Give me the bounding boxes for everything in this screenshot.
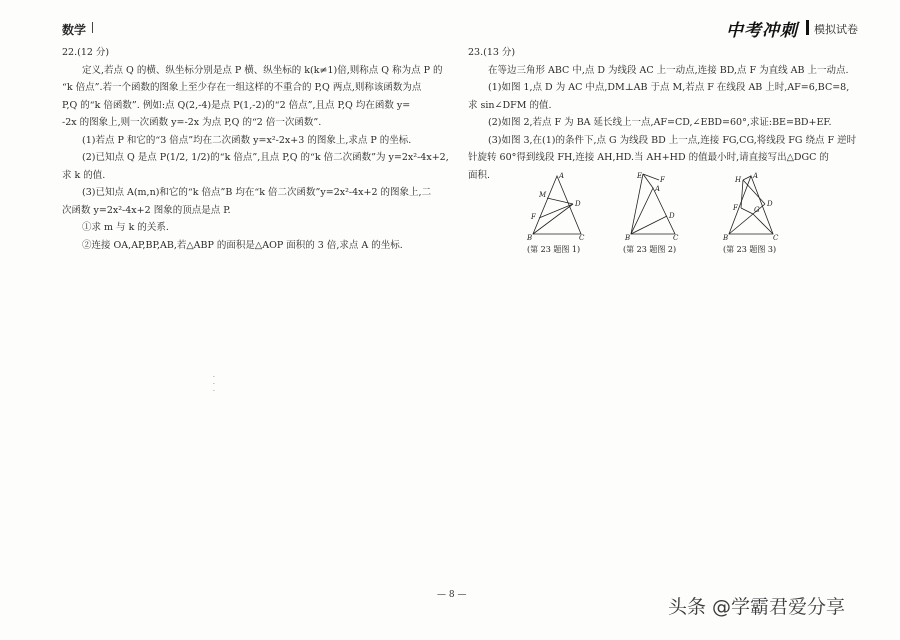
question-23 bbox=[468, 44, 857, 184]
header-divider bbox=[92, 22, 93, 33]
subject-label: 数学 bbox=[62, 23, 87, 37]
q22-line: -2x 的图象上,则一次函数 y=-2x 为点 P,Q 的“2 倍一次函数”. bbox=[62, 117, 322, 128]
fig2-label-D: D bbox=[669, 212, 675, 220]
fig1-label-D: D bbox=[575, 200, 581, 208]
figure-1-diagram bbox=[525, 170, 585, 242]
figure-3-diagram bbox=[721, 170, 785, 242]
q22-part-3: (3)已知点 A(m,n)和它的“k 倍点”B 均在“k 倍二次函数”y=2x²-4x+2 的图象上,二 bbox=[82, 187, 432, 198]
fig2-label-F: F bbox=[660, 176, 665, 184]
fig3-label-F: F bbox=[733, 204, 738, 212]
fig3-label-D: D bbox=[767, 200, 773, 208]
fig1-label-F: F bbox=[531, 213, 536, 221]
figure-1-caption: (第 23 题图 1) bbox=[527, 245, 581, 254]
figure-2-caption: (第 23 题图 2) bbox=[623, 245, 677, 254]
fig2-label-B: B bbox=[625, 234, 631, 242]
fig3-label-B: B bbox=[723, 234, 729, 242]
q23-part-1: (1)如图 1,点 D 为 AC 中点,DM⊥AB 于点 M,若点 F 在线段 AB 上时,AF=6,BC=8, bbox=[488, 82, 850, 93]
figure-3-caption: (第 23 题图 3) bbox=[723, 245, 777, 254]
q23-part-2: (2)如图 2,若点 F 为 BA 延长线上一点,AF=CD,∠EBD=60°,求证:BE=BD+EF. bbox=[488, 117, 832, 128]
q22-sub-1: ①求 m 与 k 的关系. bbox=[82, 222, 169, 233]
q23-line: 在等边三角形 ABC 中,点 D 为线段 AC 上一动点,连接 BD,点 F 为直线 AB 上一动点. bbox=[488, 64, 849, 76]
q23-figures bbox=[525, 170, 825, 260]
q22-line: “k 倍点”.若一个函数的图象上至少存在一组这样的不重合的 P,Q 两点,则称该函数为点 bbox=[62, 82, 422, 93]
q22-title: 22.(12 分) bbox=[62, 47, 110, 58]
q23-part-3: (3)如图 3,在(1)的条件下,点 G 为线段 BD 上一点,连接 FG,CG,将线段 FG 绕点 F 逆时 bbox=[488, 134, 857, 146]
q22-line: 次函数 y=2x²-4x+2 图象的顶点是点 P. bbox=[62, 204, 231, 216]
fig3-label-A: A bbox=[753, 172, 759, 180]
q23-line: 面积. bbox=[468, 169, 491, 181]
q22-part-1: (1)若点 P 和它的“3 倍点”均在二次函数 y=x²-2x+3 的图象上,求点 P 的坐标. bbox=[82, 134, 412, 146]
q22-part-2: (2)已知点 Q 是点 P(1/2, 1/2)的“k 倍点”,且点 P,Q 的“k 倍二次函数”为 y=2x²-4x+2, bbox=[82, 152, 449, 163]
fig3-label-C: C bbox=[773, 234, 779, 242]
fig2-label-E: E bbox=[637, 172, 643, 180]
brand-logo: 中考冲刺 bbox=[726, 21, 798, 41]
brand-divider bbox=[806, 20, 809, 35]
scan-marks: · · · bbox=[213, 374, 215, 395]
fig3-label-G: G bbox=[754, 206, 760, 214]
fig3-label-H: H bbox=[735, 176, 742, 184]
question-22 bbox=[62, 44, 447, 254]
q22-sub-2: ②连接 OA,AP,BP,AB,若△ABP 的面积是△AOP 面积的 3 倍,求点 A 的坐标. bbox=[82, 239, 403, 251]
watermark-text: 头条 @学霸君爱分享 bbox=[668, 596, 846, 618]
fig1-label-A: A bbox=[559, 172, 565, 180]
fig1-label-B: B bbox=[527, 234, 533, 242]
figure-3 bbox=[721, 170, 785, 246]
q22-line: P,Q 的“k 倍函数”. 例如:点 Q(2,-4)是点 P(1,-2)的“2 倍点”,且点 P,Q 均在函数 y= bbox=[62, 99, 411, 111]
fig2-label-C: C bbox=[673, 234, 679, 242]
q22-line: 求 k 的值. bbox=[62, 169, 106, 181]
fig1-label-M: M bbox=[539, 191, 547, 199]
q22-line: 定义,若点 Q 的横、纵坐标分别是点 P 横、纵坐标的 k(k≠1)倍,则称点 Q 称为点 P 的 bbox=[82, 64, 443, 76]
fig2-label-A: A bbox=[655, 185, 661, 193]
q23-title: 23.(13 分) bbox=[468, 47, 516, 58]
q23-line: 针旋转 60°得到线段 FH,连接 AH,HD.当 AH+HD 的值最小时,请直接写出△DGC 的 bbox=[468, 152, 829, 163]
q23-line: 求 sin∠DFM 的值. bbox=[468, 99, 552, 111]
figure-2 bbox=[623, 170, 683, 246]
figure-2-diagram bbox=[623, 170, 683, 242]
figure-1 bbox=[525, 170, 585, 246]
fig1-label-C: C bbox=[579, 234, 585, 242]
exam-type-label: 模拟试卷 bbox=[814, 23, 858, 36]
page-number: — 8 — bbox=[437, 590, 467, 600]
